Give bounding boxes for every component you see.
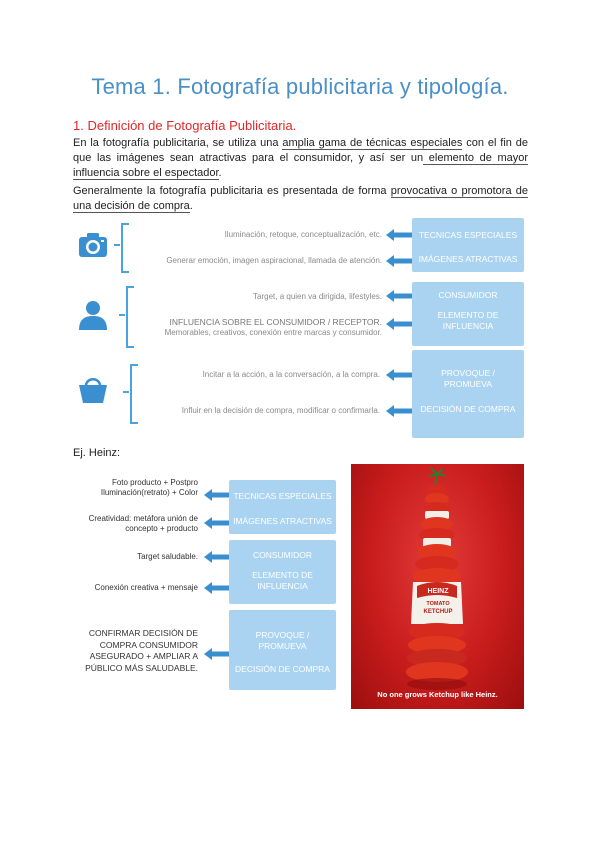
heinz-boxes-3 xyxy=(229,610,336,690)
heinz-boxes-2 xyxy=(229,540,336,604)
arrow-left-icon xyxy=(386,369,412,381)
arrow-left-icon xyxy=(204,517,230,529)
heinz-item4-text: Conexión creativa + mensaje xyxy=(94,583,198,592)
arrow-left-icon xyxy=(386,255,412,267)
para2-text-1: Generalmente la fotografía publicitaria es presentada de forma xyxy=(73,185,391,197)
heinz-box-imagenes: IMÁGENES ATRACTIVAS xyxy=(233,516,332,526)
bracket-tick-group-1 xyxy=(114,244,120,246)
ad-label-line1: TOMATO xyxy=(426,601,450,607)
arrow-left-icon xyxy=(204,489,230,501)
para2-underline-1: provocativa o promotora de una decisión de compra xyxy=(73,185,528,212)
g3-boxes xyxy=(412,350,524,438)
g1-boxes xyxy=(412,218,524,272)
heinz-ad-photo xyxy=(351,464,524,709)
paragraph-generally xyxy=(73,184,528,214)
para1-text-1: En la fotografía publicitaria, se utiliza una xyxy=(73,137,283,149)
para1-text-2: con el fin de que las imágenes sean atractivas para el consumidor, y así ser un xyxy=(73,137,528,164)
heinz-box-provoque: PROVOQUE / PROMUEVA xyxy=(255,630,310,651)
bracket-tick-group-3 xyxy=(123,391,129,393)
page-title: Tema 1. Fotografía publicitaria y tipología. xyxy=(91,74,509,99)
arrow-left-icon xyxy=(204,551,230,563)
heinz-box-consumidor: CONSUMIDOR xyxy=(252,550,313,560)
heinz-item3-text: Target saludable. xyxy=(137,552,198,561)
heinz-boxes-1 xyxy=(229,480,336,534)
camera-icon xyxy=(76,228,110,262)
heinz-box-tecnicas: TECNICAS ESPECIALES xyxy=(233,491,332,501)
box-decision-compra: DECISIÓN DE COMPRA xyxy=(420,404,516,414)
heinz-box-elemento: ELEMENTO DE INFLUENCIA xyxy=(252,570,313,591)
box-provoque-promueva: PROVOQUE / PROMUEVA xyxy=(441,368,495,389)
g3-item1-text: Incitar a la acción, a la conversación, a la compra. xyxy=(202,370,380,379)
section-heading: 1. Definición de Fotografía Publicitaria. xyxy=(73,118,297,133)
heinz-box-decision: DECISIÓN DE COMPRA xyxy=(235,664,330,674)
heinz-item1-text: Foto producto + Postpro Iluminación(retrato) + Color xyxy=(100,478,198,497)
arrow-left-icon xyxy=(386,405,412,417)
box-tecnicas-especiales: TECNICAS ESPECIALES xyxy=(418,230,518,240)
g3-item2-text: Influir en la decisión de compra, modificar o confirmarla. xyxy=(181,406,380,415)
heinz-item2-text: Creatividad: metáfora unión de concepto + producto xyxy=(88,514,198,533)
ad-caption: No one grows Ketchup like Heinz. xyxy=(377,690,498,699)
bracket-group-3 xyxy=(130,364,138,424)
bracket-group-1 xyxy=(121,223,129,273)
para1-underline-2: elemento de mayor influencia sobre el espectador xyxy=(73,152,529,179)
heinz-item5-text: CONFIRMAR DECISIÓN DE COMPRA CONSUMIDOR ASEGURADO + AMPLIAR A PÚBLICO MÁS SALUDABLE. xyxy=(85,628,198,673)
g1-item1-text: Iluminación, retoque, conceptualización, etc. xyxy=(224,230,382,239)
example-label: Ej. Heinz: xyxy=(73,447,121,459)
box-imagenes-atractivas: IMÁGENES ATRACTIVAS xyxy=(418,254,518,264)
g1-item2-text: Generar emoción, imagen aspiracional, llamada de atención. xyxy=(166,256,382,265)
ad-label-line2: KETCHUP xyxy=(423,609,453,615)
arrow-left-icon xyxy=(386,290,412,302)
arrow-left-icon xyxy=(386,318,412,330)
basket-icon xyxy=(76,372,110,406)
ad-label-brand: HEINZ xyxy=(427,588,449,595)
arrow-left-icon xyxy=(204,648,230,660)
g2-boxes xyxy=(412,282,524,346)
g2-item2-text: Memorables, creativos, conexión entre marcas y consumidor. xyxy=(164,328,382,337)
para1-underline-1: amplia gama de técnicas especiales xyxy=(282,137,463,149)
bracket-tick-group-2 xyxy=(119,314,125,316)
para2-text-2: . xyxy=(189,200,193,212)
person-icon xyxy=(76,298,110,332)
tomato-stack-illustration xyxy=(351,464,524,709)
paragraph-definition xyxy=(73,136,528,181)
box-elemento-influencia: ELEMENTO DE INFLUENCIA xyxy=(437,310,499,331)
arrow-left-icon xyxy=(204,582,230,594)
para1-text-3: . xyxy=(218,167,222,179)
arrow-left-icon xyxy=(386,229,412,241)
g2-item1-text: Target, a quien va dirigida, lifestyles. xyxy=(253,292,382,301)
box-consumidor: CONSUMIDOR xyxy=(438,290,498,300)
g2-item2-text-top: INFLUENCIA SOBRE EL CONSUMIDOR / RECEPTOR. xyxy=(169,317,382,327)
